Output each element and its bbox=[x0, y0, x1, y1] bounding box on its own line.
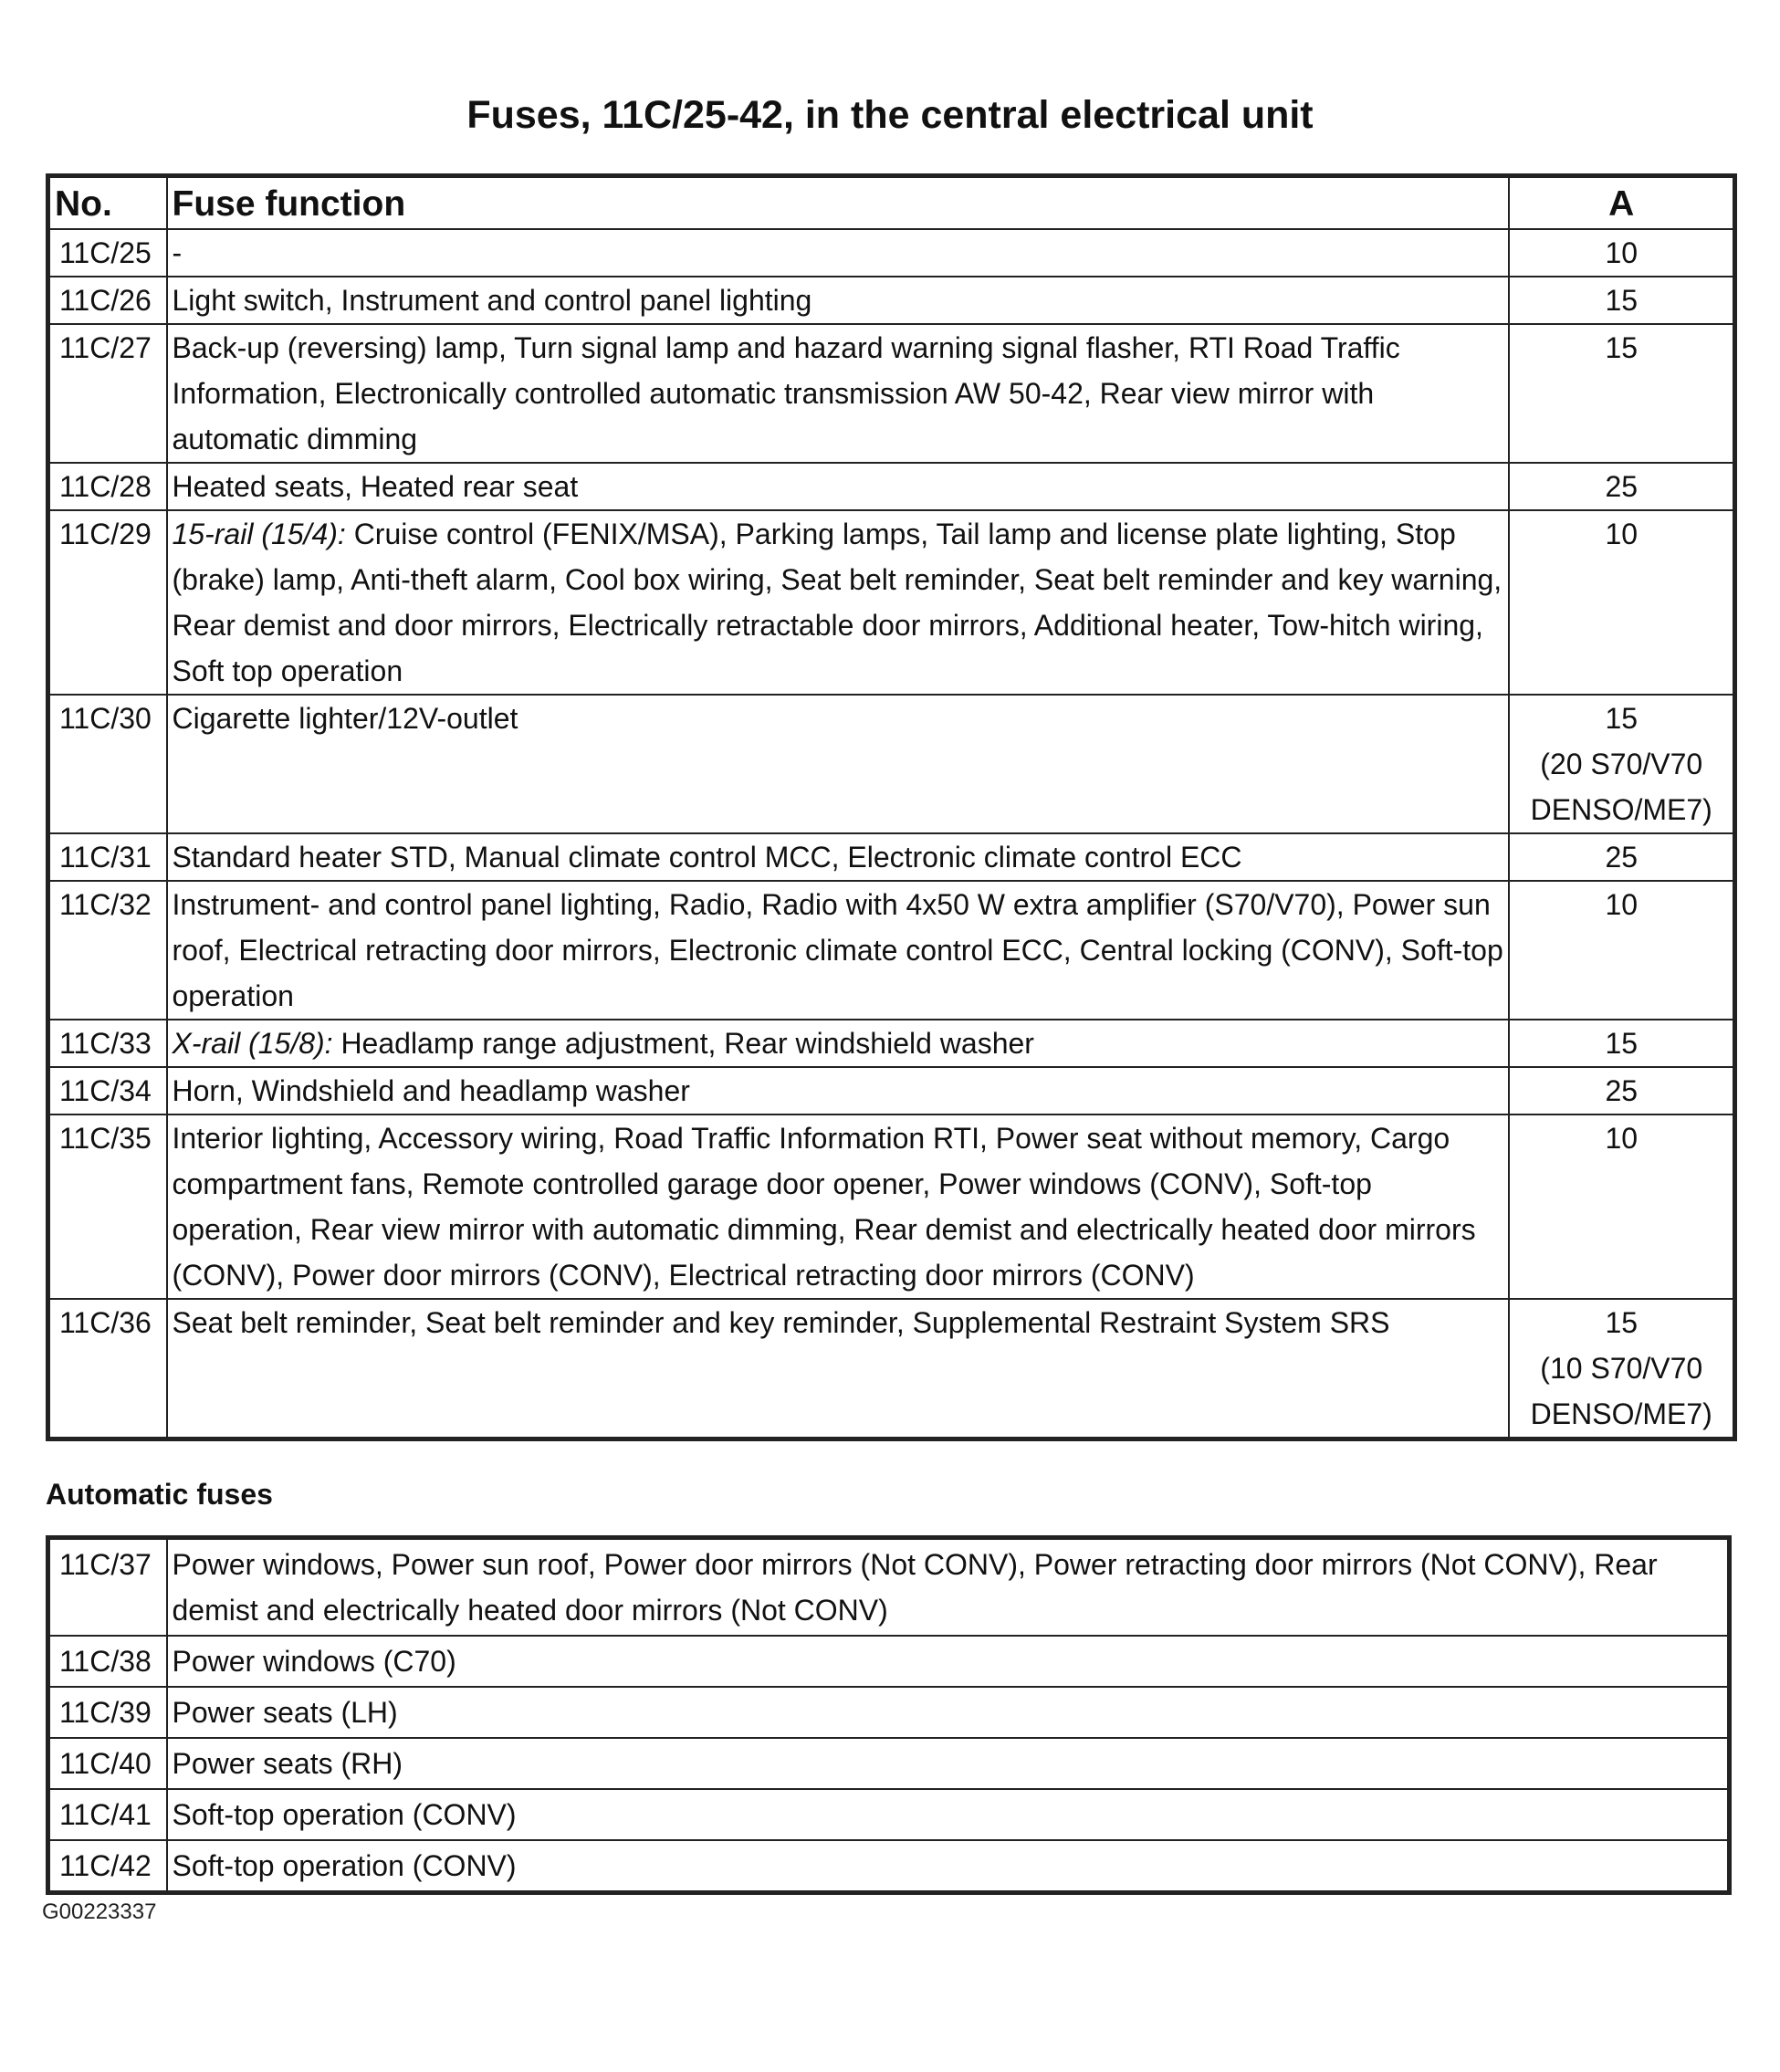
fuse-function: Power seats (RH) bbox=[167, 1738, 1730, 1789]
table-row bbox=[48, 229, 1735, 277]
fuse-number: 11C/33 bbox=[48, 1020, 167, 1067]
amperage-note: (20 S70/V70 bbox=[1540, 748, 1703, 780]
automatic-fuse-table bbox=[46, 1535, 1732, 1895]
table-row bbox=[48, 463, 1735, 510]
fuse-function-text: Cruise control (FENIX/MSA), Parking lamps, Tail lamp and license plate lighting, Stop (brake) lamp, Anti-theft alarm, Cool box wiring, Seat belt reminder, Seat belt reminder and key warning, Rear demist and door mirrors, Electrically retractable door mirrors, Additional heater, Tow-hitch wiring, Soft top operation bbox=[172, 518, 1503, 687]
fuse-amperage bbox=[1509, 1067, 1735, 1114]
rail-label: X-rail (15/8): bbox=[172, 1027, 333, 1060]
amperage-note: (10 S70/V70 bbox=[1540, 1352, 1703, 1385]
fuse-function bbox=[167, 229, 1509, 277]
fuse-function: Power windows, Power sun roof, Power door mirrors (Not CONV), Power retracting door mirrors (Not CONV), Rear demist and electrically heated door mirrors (Not CONV) bbox=[167, 1538, 1730, 1637]
amperage-value: 15 bbox=[1605, 1027, 1639, 1060]
fuse-number: 11C/40 bbox=[48, 1738, 167, 1789]
fuse-amperage bbox=[1509, 324, 1735, 463]
amperage-value: 25 bbox=[1605, 841, 1639, 874]
table-row bbox=[48, 1636, 1730, 1687]
fuse-function-text: Light switch, Instrument and control panel lighting bbox=[172, 284, 812, 317]
fuse-number: 11C/41 bbox=[48, 1789, 167, 1840]
fuse-number: 11C/31 bbox=[48, 833, 167, 881]
automatic-fuse-table-body bbox=[48, 1538, 1730, 1893]
fuse-function bbox=[167, 510, 1509, 695]
table-header-row bbox=[48, 176, 1735, 230]
fuse-amperage bbox=[1509, 1299, 1735, 1439]
fuse-function-text: Heated seats, Heated rear seat bbox=[172, 470, 579, 503]
table-row bbox=[48, 510, 1735, 695]
fuse-number: 11C/25 bbox=[48, 229, 167, 277]
fuse-amperage bbox=[1509, 881, 1735, 1020]
amperage-note: DENSO/ME7) bbox=[1530, 793, 1712, 826]
fuse-number: 11C/26 bbox=[48, 277, 167, 324]
table-row bbox=[48, 1687, 1730, 1738]
amperage-value: 15 bbox=[1605, 284, 1639, 317]
fuse-function bbox=[167, 695, 1509, 833]
fuse-function-text: Cigarette lighter/12V-outlet bbox=[172, 702, 518, 735]
fuse-number: 11C/28 bbox=[48, 463, 167, 510]
table-row bbox=[48, 1840, 1730, 1893]
table-row bbox=[48, 324, 1735, 463]
amperage-value: 10 bbox=[1605, 518, 1639, 550]
fuse-table-body bbox=[48, 229, 1735, 1439]
fuse-number: 11C/29 bbox=[48, 510, 167, 695]
fuse-function-text: Headlamp range adjustment, Rear windshield washer bbox=[340, 1027, 1034, 1060]
table-row bbox=[48, 833, 1735, 881]
table-row bbox=[48, 1067, 1735, 1114]
fuse-function bbox=[167, 463, 1509, 510]
fuse-function-text: Horn, Windshield and headlamp washer bbox=[172, 1074, 690, 1107]
table-row bbox=[48, 1114, 1735, 1299]
fuse-amperage bbox=[1509, 229, 1735, 277]
section-title-automatic-fuses: Automatic fuses bbox=[46, 1478, 273, 1511]
column-header-no: No. bbox=[48, 176, 167, 230]
fuse-number: 11C/39 bbox=[48, 1687, 167, 1738]
fuse-amperage bbox=[1509, 463, 1735, 510]
fuse-function-text: Seat belt reminder, Seat belt reminder and key reminder, Supplemental Restraint System SRS bbox=[172, 1306, 1390, 1339]
amperage-value: 10 bbox=[1605, 236, 1639, 269]
fuse-function bbox=[167, 324, 1509, 463]
table-row bbox=[48, 1299, 1735, 1439]
fuse-function bbox=[167, 833, 1509, 881]
fuse-function bbox=[167, 881, 1509, 1020]
rail-label: 15-rail (15/4): bbox=[172, 518, 346, 550]
fuse-function-text: - bbox=[172, 236, 183, 269]
fuse-amperage bbox=[1509, 833, 1735, 881]
fuse-number: 11C/34 bbox=[48, 1067, 167, 1114]
amperage-value: 10 bbox=[1605, 888, 1639, 921]
fuse-number: 11C/35 bbox=[48, 1114, 167, 1299]
fuse-amperage bbox=[1509, 1020, 1735, 1067]
table-row bbox=[48, 1020, 1735, 1067]
fuse-function bbox=[167, 1114, 1509, 1299]
fuse-function-text: Interior lighting, Accessory wiring, Road Traffic Information RTI, Power seat without memory, Cargo compartment fans, Remote controlled garage door opener, Power windows (CONV), Soft-top operation, Rear view mirror with automatic dimming, Rear demist and electrically heated door mirrors (CONV), Power door mirrors (CONV), Electrical retracting door mirrors (CONV) bbox=[172, 1122, 1476, 1292]
amperage-value: 25 bbox=[1605, 1074, 1639, 1107]
fuse-function bbox=[167, 1067, 1509, 1114]
column-header-amps: A bbox=[1509, 176, 1735, 230]
fuse-function bbox=[167, 277, 1509, 324]
fuse-amperage bbox=[1509, 277, 1735, 324]
amperage-note: DENSO/ME7) bbox=[1530, 1397, 1712, 1430]
fuse-function bbox=[167, 1299, 1509, 1439]
table-row bbox=[48, 695, 1735, 833]
fuse-number: 11C/27 bbox=[48, 324, 167, 463]
fuse-number: 11C/32 bbox=[48, 881, 167, 1020]
amperage-value: 15 bbox=[1605, 1306, 1639, 1339]
fuse-function-text: Back-up (reversing) lamp, Turn signal lamp and hazard warning signal flasher, RTI Road Traffic Information, Electronically controlled automatic transmission AW 50-42, Rear view mirror with automatic dimming bbox=[172, 331, 1400, 455]
fuse-number: 11C/42 bbox=[48, 1840, 167, 1893]
fuse-function: Power windows (C70) bbox=[167, 1636, 1730, 1687]
fuse-function bbox=[167, 1020, 1509, 1067]
fuse-number: 11C/36 bbox=[48, 1299, 167, 1439]
fuse-number: 11C/38 bbox=[48, 1636, 167, 1687]
amperage-value: 15 bbox=[1605, 331, 1639, 364]
fuse-amperage bbox=[1509, 1114, 1735, 1299]
fuse-number: 11C/37 bbox=[48, 1538, 167, 1637]
table-row bbox=[48, 1538, 1730, 1637]
amperage-value: 25 bbox=[1605, 470, 1639, 503]
fuse-amperage bbox=[1509, 695, 1735, 833]
fuse-function: Power seats (LH) bbox=[167, 1687, 1730, 1738]
table-row bbox=[48, 881, 1735, 1020]
table-row bbox=[48, 277, 1735, 324]
fuse-function: Soft-top operation (CONV) bbox=[167, 1840, 1730, 1893]
fuse-amperage bbox=[1509, 510, 1735, 695]
amperage-value: 15 bbox=[1605, 702, 1639, 735]
fuse-function: Soft-top operation (CONV) bbox=[167, 1789, 1730, 1840]
fuse-function-text: Instrument- and control panel lighting, Radio, Radio with 4x50 W extra amplifier (S70/V70), Power sun roof, Electrical retracting door mirrors, Electronic climate control ECC, Central locking (CONV), Soft-top operation bbox=[172, 888, 1503, 1012]
table-row bbox=[48, 1789, 1730, 1840]
fuse-table bbox=[46, 173, 1737, 1441]
amperage-value: 10 bbox=[1605, 1122, 1639, 1155]
page-title: Fuses, 11C/25-42, in the central electrical unit bbox=[466, 93, 1314, 137]
table-row bbox=[48, 1738, 1730, 1789]
figure-reference: G00223337 bbox=[42, 1899, 157, 1924]
fuse-number: 11C/30 bbox=[48, 695, 167, 833]
fuse-function-text: Standard heater STD, Manual climate control MCC, Electronic climate control ECC bbox=[172, 841, 1242, 874]
column-header-function: Fuse function bbox=[167, 176, 1509, 230]
